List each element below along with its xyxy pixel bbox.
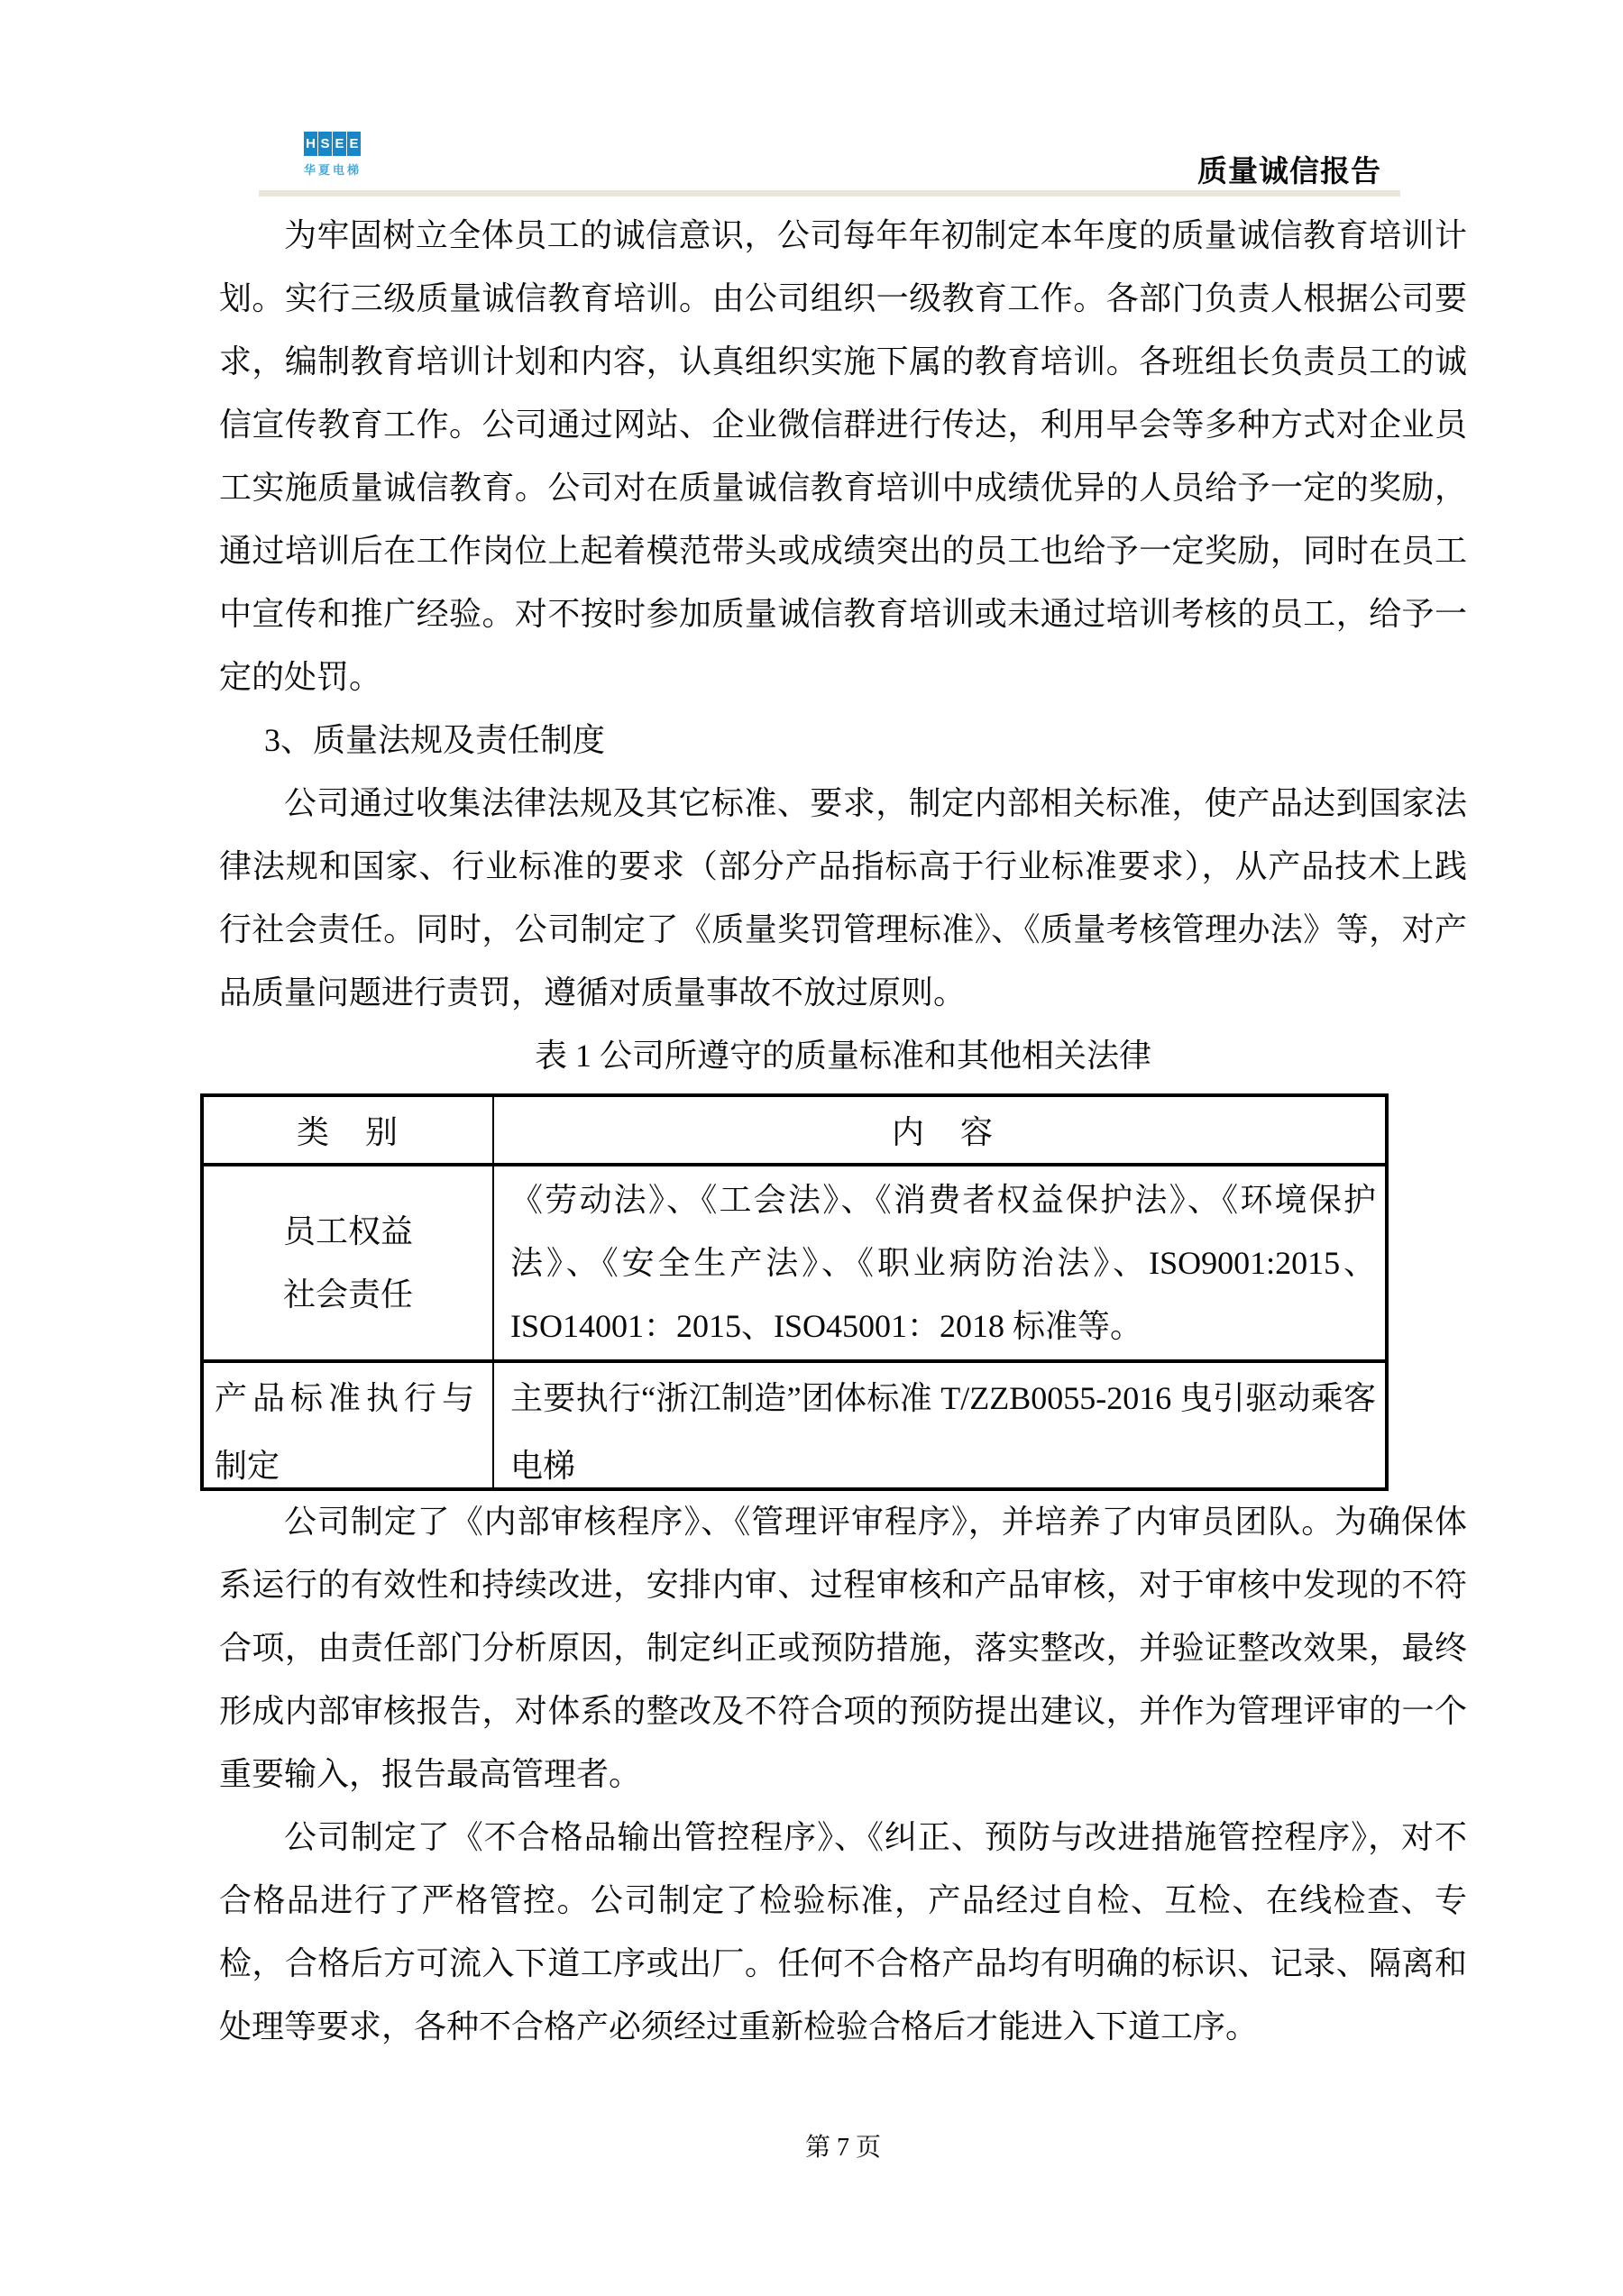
table-row (204, 1363, 1385, 1487)
table-cell-content (494, 1363, 1385, 1487)
logo-subtitle: 华夏电梯 (304, 163, 362, 177)
content-text: 《劳动法》、《工会法》、《消费者权益保护法》、《环境保护法》、《安全生产法》、《职业病防治法》、ISO9001:2015、ISO14001：2015、ISO45001：2018 标准等。 (510, 1182, 1376, 1344)
header-divider (259, 190, 1400, 197)
table-cell-category (204, 1363, 494, 1487)
paragraph-audit: 公司制定了《内部审核程序》、《管理评审程序》，并培养了内审员团队。为确保体系运行的有效性和持续改进，安排内审、过程审核和产品审核，对于审核中发现的不符合项，由责任部门分析原因，制定纠正或预防措施，落实整改，并验证整改效果，最终形成内部审核报告，对体系的整改及不符合项的预防提出建议，并作为管理评审的一个重要输入，报告最高管理者。 (219, 1504, 1467, 1792)
table-header-category (204, 1097, 494, 1163)
table-header-content (494, 1097, 1385, 1163)
paragraph-regulations: 公司通过收集法律法规及其它标准、要求，制定内部相关标准，使产品达到国家法律法规和国家、行业标准的要求（部分产品指标高于行业标准要求），从产品技术上践行社会责任。同时，公司制定了《质量奖罚管理标准》、《质量考核管理办法》等，对产品质量问题进行责罚，遵循对质量事故不放过原则。 (219, 785, 1467, 1011)
quality-standards-table (200, 1093, 1389, 1491)
category-line: 社会责任 (282, 1276, 413, 1313)
table-header-row (204, 1097, 1385, 1166)
paragraph-nonconforming: 公司制定了《不合格品输出管控程序》、《纠正、预防与改进措施管控程序》，对不合格品进行了严格管控。公司制定了检验标准，产品经过自检、互检、在线检查、专检，合格后方可流入下道工序或出厂。任何不合格产品均有明确的标识、记录、隔离和处理等要求，各种不合格产必须经过重新检验合格后才能进入下道工序。 (219, 1819, 1467, 2044)
logo-letter-tile: E (347, 132, 361, 156)
report-header-title: 质量诚信报告 (1197, 156, 1381, 188)
logo-letter-tile: H (304, 132, 317, 156)
table-cell-content (494, 1166, 1385, 1359)
hsee-logo-icon (304, 132, 362, 156)
content-text: 主要执行“浙江制造”团体标准 T/ZZB0055-2016 曳引驱动乘客电梯 (510, 1380, 1376, 1484)
category-line: 制定 (215, 1448, 280, 1484)
section-heading-3: 3、质量法规及责任制度 (264, 722, 606, 758)
table-cell-category (204, 1166, 494, 1359)
company-logo (304, 132, 362, 178)
page-number: 第 7 页 (804, 2134, 881, 2162)
logo-letter-tile: S (318, 132, 332, 156)
logo-letter-tile: E (333, 132, 346, 156)
table-row (204, 1166, 1385, 1363)
table-header-category-label: 类 别 (296, 1114, 399, 1150)
table-header-content-label: 内 容 (891, 1114, 995, 1150)
table-caption: 表 1 公司所遵守的质量标准和其他相关法律 (534, 1038, 1151, 1074)
paragraph-training: 为牢固树立全体员工的诚信意识，公司每年年初制定本年度的质量诚信教育培训计划。实行三级质量诚信教育培训。由公司组织一级教育工作。各部门负责人根据公司要求，编制教育培训计划和内容，认真组织实施下属的教育培训。各班组长负责员工的诚信宣传教育工作。公司通过网站、企业微信群进行传达，利用早会等多种方式对企业员工实施质量诚信教育。公司对在质量诚信教育培训中成绩优异的人员给予一定的奖励，通过培训后在工作岗位上起着模范带头或成绩突出的员工也给予一定奖励，同时在员工中宣传和推广经验。对不按时参加质量诚信教育培训或未通过培训考核的员工，给予一定的处罚。 (219, 217, 1467, 695)
category-line: 员工权益 (282, 1213, 413, 1249)
category-line: 产品标准执行与 (215, 1380, 481, 1416)
